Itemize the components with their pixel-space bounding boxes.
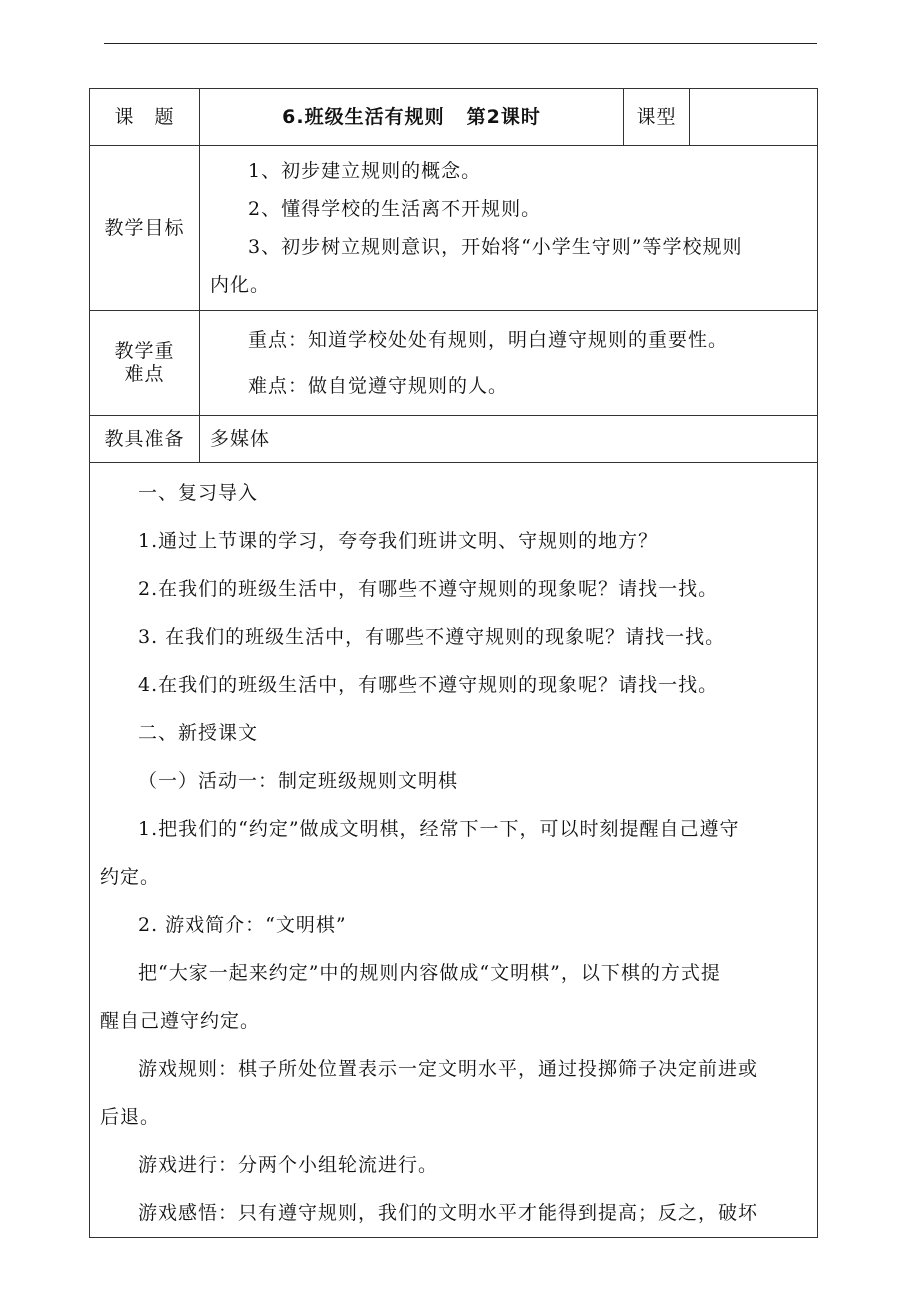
process-line: 4.在我们的班级生活中，有哪些不遵守规则的现象呢？请找一找。 (138, 674, 719, 696)
goals-row (90, 146, 818, 311)
goal-item: 2、懂得学校的生活离不开规则。 (248, 198, 542, 220)
process-line: 游戏感悟：只有遵守规则，我们的文明水平才能得到提高；反之，破坏 (138, 1202, 759, 1224)
process-line: 3. 在我们的班级生活中，有哪些不遵守规则的现象呢？请找一找。 (138, 626, 726, 648)
keypoint-item: 重点：知道学校处处有规则，明白遵守规则的重要性。 (248, 329, 729, 351)
goals-content (200, 146, 818, 311)
teaching-process (90, 463, 818, 1238)
topic-row (90, 89, 818, 146)
type-value (690, 89, 818, 146)
tools-row (90, 416, 818, 463)
keypoints-label-line2: 难点 (124, 363, 165, 385)
topic-label: 课 题 (90, 89, 200, 146)
keypoints-row (90, 311, 818, 416)
tools-value: 多媒体 (200, 416, 818, 463)
goals-label: 教学目标 (90, 146, 200, 311)
process-line-continued: 醒自己遵守约定。 (100, 1010, 261, 1032)
header-rule (104, 43, 817, 44)
process-line: 1.通过上节课的学习，夸夸我们班讲文明、守规则的地方？ (138, 530, 659, 552)
process-line-continued: 约定。 (100, 866, 161, 888)
process-subheading: （一）活动一：制定班级规则文明棋 (138, 770, 459, 792)
keypoint-item: 难点：做自觉遵守规则的人。 (248, 375, 509, 397)
goal-item-continued: 内化。 (210, 274, 271, 296)
process-heading: 一、复习导入 (138, 482, 259, 504)
goal-item: 1、初步建立规则的概念。 (248, 160, 482, 182)
lesson-plan-table (89, 88, 818, 1238)
process-line-continued: 后退。 (100, 1106, 161, 1128)
process-row (90, 463, 818, 1238)
tools-label: 教具准备 (90, 416, 200, 463)
goal-item: 3、初步树立规则意识，开始将“小学生守则”等学校规则 (248, 236, 743, 258)
process-heading: 二、新授课文 (138, 722, 259, 744)
process-line: 把“大家一起来约定”中的规则内容做成“文明棋”，以下棋的方式提 (138, 962, 721, 984)
lesson-title-text: 6.班级生活有规则 (282, 105, 445, 128)
lesson-title (200, 89, 624, 146)
type-label: 课型 (624, 89, 690, 146)
keypoints-label (90, 311, 200, 416)
keypoints-label-line1: 教学重 (114, 340, 175, 363)
process-line: 2. 游戏简介：“文明棋” (138, 914, 347, 936)
keypoints-content (200, 311, 818, 416)
process-line: 2.在我们的班级生活中，有哪些不遵守规则的现象呢？请找一找。 (138, 578, 719, 600)
process-line: 1.把我们的“约定”做成文明棋，经常下一下，可以时刻提醒自己遵守 (138, 818, 740, 840)
process-line: 游戏进行：分两个小组轮流进行。 (138, 1154, 439, 1176)
lesson-number: 第2课时 (466, 105, 541, 128)
process-line: 游戏规则：棋子所处位置表示一定文明水平，通过投掷筛子决定前进或 (138, 1058, 759, 1080)
